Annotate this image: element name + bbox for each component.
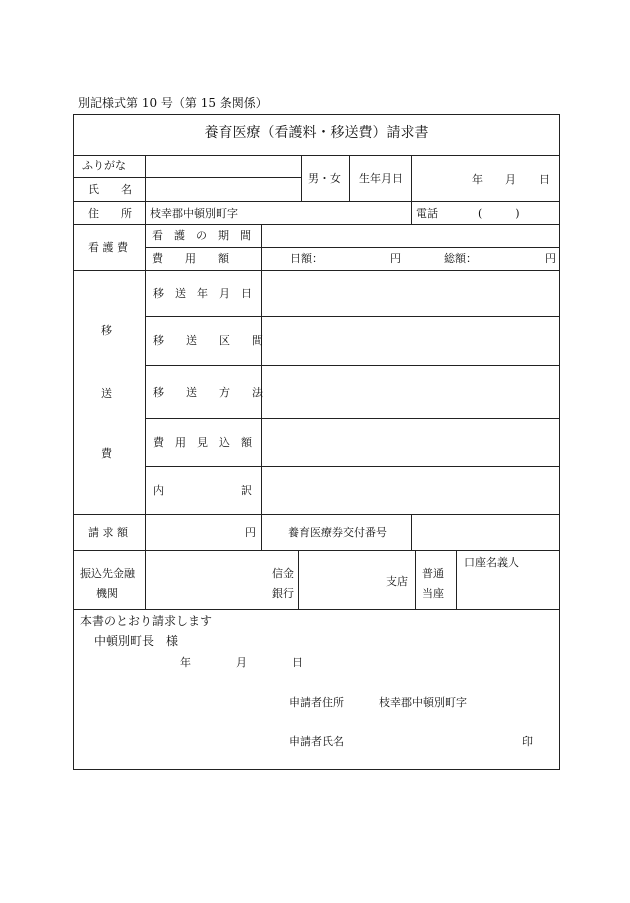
transport-label-1: 移 <box>101 324 112 337</box>
date-year-label: 年 <box>180 656 191 669</box>
address-label: 住 所 <box>88 207 132 220</box>
divider <box>415 550 416 609</box>
claim-yen: 円 <box>245 526 256 539</box>
birth-day-label: 日 <box>539 173 550 186</box>
toza-label: 当座 <box>422 587 444 600</box>
divider <box>411 514 412 550</box>
form-title: 養育医療（看護料・移送費）請求書 <box>204 125 429 141</box>
futsu-label: 普通 <box>422 567 444 580</box>
transport-section-label: 移 送 区 間 <box>153 334 263 347</box>
transport-breakdown-label: 内 訳 <box>153 484 252 497</box>
date-day-label: 日 <box>292 656 303 669</box>
divider <box>456 550 457 609</box>
nursing-cost-label: 費 用 額 <box>152 252 229 265</box>
phone-paren: ( ) <box>478 207 520 220</box>
account-holder-label: 口座名義人 <box>464 556 519 569</box>
daily-amount-label: 日額： <box>290 252 323 265</box>
form-reference: 別記様式第 10 号（第 15 条関係） <box>78 96 268 110</box>
nursing-fee-label: 看 護 費 <box>88 241 128 254</box>
transport-label-3: 費 <box>101 447 112 460</box>
branch-label: 支店 <box>386 575 408 588</box>
divider <box>73 177 301 178</box>
divider <box>298 550 299 609</box>
claim-amount-label: 請 求 額 <box>88 526 128 539</box>
divider <box>145 316 560 317</box>
applicant-address-value: 枝幸郡中頓別町字 <box>379 696 467 709</box>
divider <box>73 270 560 271</box>
divider <box>145 247 560 248</box>
divider <box>145 550 146 609</box>
request-statement: 本書のとおり請求します <box>80 614 213 628</box>
divider <box>145 466 560 467</box>
bank-label-1: 振込先金融 <box>80 567 135 580</box>
gender-label: 男・女 <box>308 172 341 185</box>
applicant-name-label: 申請者氏名 <box>289 735 344 748</box>
transport-method-label: 移 送 方 法 <box>153 386 263 399</box>
divider <box>145 224 146 550</box>
seal-label: 印 <box>522 735 533 748</box>
divider <box>73 550 560 551</box>
applicant-address-label: 申請者住所 <box>289 696 344 709</box>
divider <box>411 155 412 224</box>
divider <box>145 365 560 366</box>
birth-month-label: 月 <box>505 173 516 186</box>
total-amount-label: 総額： <box>444 252 477 265</box>
shinkin-label: 信金 <box>272 567 294 580</box>
divider <box>73 224 560 225</box>
transport-label-2: 送 <box>101 387 112 400</box>
divider <box>145 155 146 224</box>
address-value: 枝幸郡中頓別町字 <box>150 207 238 220</box>
phone-label: 電話 <box>416 207 438 220</box>
transport-estimate-label: 費 用 見 込 額 <box>153 436 252 449</box>
divider <box>73 514 560 515</box>
bank-label-2: 機関 <box>96 587 118 600</box>
divider <box>73 609 560 610</box>
ginko-label: 銀行 <box>272 587 294 600</box>
nursing-period-label: 看 護 の 期 間 <box>152 229 251 242</box>
furigana-label: ふりがな <box>82 159 126 172</box>
ticket-number-label: 養育医療券交付番号 <box>288 526 387 539</box>
birth-year-label: 年 <box>472 173 483 186</box>
divider <box>301 155 302 201</box>
date-month-label: 月 <box>236 656 247 669</box>
addressee: 中頓別町長 様 <box>94 634 179 648</box>
birthdate-label: 生年月日 <box>359 172 403 185</box>
total-yen: 円 <box>545 252 556 265</box>
divider <box>73 201 560 202</box>
name-label: 氏 名 <box>88 183 132 196</box>
divider <box>73 155 560 156</box>
transport-date-label: 移 送 年 月 日 <box>153 287 252 300</box>
divider <box>145 418 560 419</box>
daily-yen: 円 <box>390 252 401 265</box>
divider <box>349 155 350 201</box>
